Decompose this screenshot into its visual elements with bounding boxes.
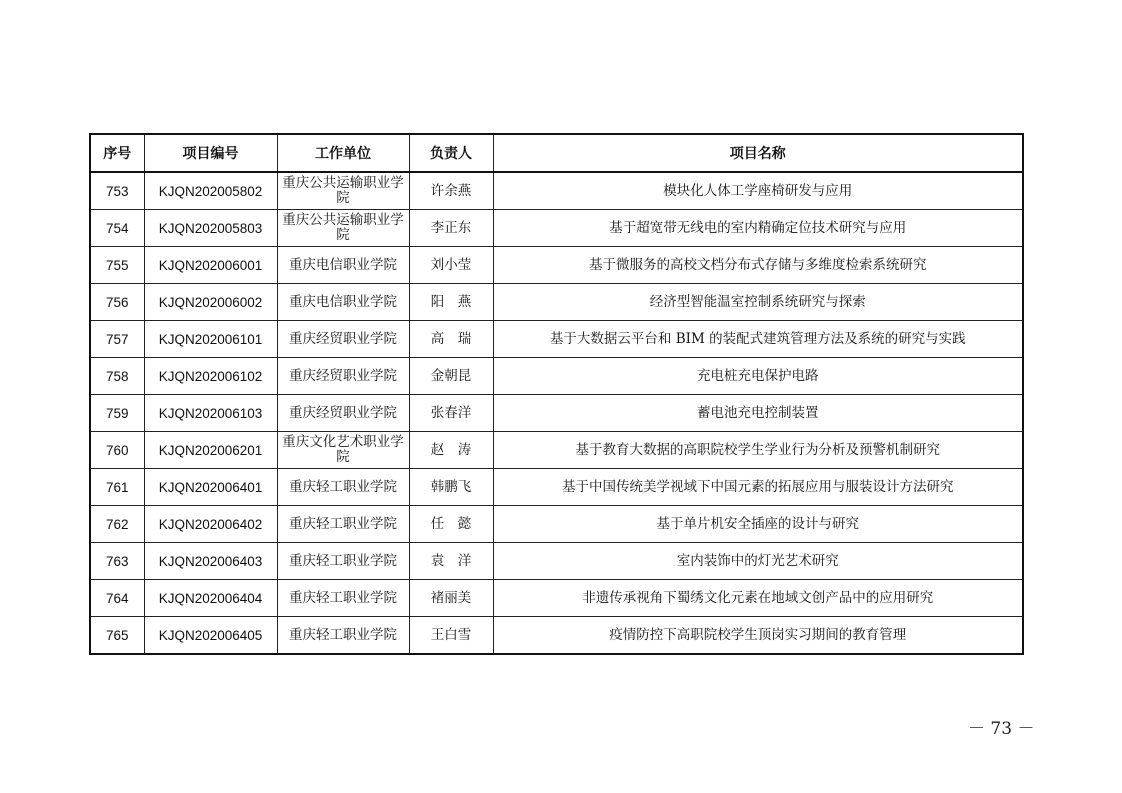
table-row bbox=[90, 617, 1023, 655]
row-serial: 759 bbox=[90, 395, 144, 432]
header-project-name: 项目名称 bbox=[493, 134, 1023, 172]
row-serial: 765 bbox=[90, 617, 144, 655]
row-person: 张春洋 bbox=[409, 395, 493, 432]
row-work-unit: 重庆经贸职业学院 bbox=[277, 358, 409, 395]
row-person: 金朝昆 bbox=[409, 358, 493, 395]
row-project-name: 基于微服务的高校文档分布式存储与多维度检索系统研究 bbox=[493, 247, 1023, 284]
row-project-name: 基于大数据云平台和 BIM 的装配式建筑管理方法及系统的研究与实践 bbox=[493, 321, 1023, 358]
row-serial: 761 bbox=[90, 469, 144, 506]
row-project-name: 基于中国传统美学视域下中国元素的拓展应用与服装设计方法研究 bbox=[493, 469, 1023, 506]
row-person: 李正东 bbox=[409, 210, 493, 247]
row-work-unit: 重庆经贸职业学院 bbox=[277, 395, 409, 432]
row-project-code: KJQN202006401 bbox=[144, 469, 277, 506]
table-row bbox=[90, 247, 1023, 284]
row-project-code: KJQN202006405 bbox=[144, 617, 277, 655]
row-work-unit: 重庆轻工职业学院 bbox=[277, 617, 409, 655]
row-project-name: 室内装饰中的灯光艺术研究 bbox=[493, 543, 1023, 580]
table-row bbox=[90, 321, 1023, 358]
row-project-code: KJQN202006201 bbox=[144, 432, 277, 469]
row-serial: 756 bbox=[90, 284, 144, 321]
row-serial: 762 bbox=[90, 506, 144, 543]
row-person: 许余燕 bbox=[409, 172, 493, 210]
row-person: 王白雪 bbox=[409, 617, 493, 655]
table-row bbox=[90, 210, 1023, 247]
row-person: 褚丽美 bbox=[409, 580, 493, 617]
row-project-name: 蓄电池充电控制装置 bbox=[493, 395, 1023, 432]
row-serial: 758 bbox=[90, 358, 144, 395]
row-serial: 754 bbox=[90, 210, 144, 247]
header-project-code: 项目编号 bbox=[144, 134, 277, 172]
table-row bbox=[90, 172, 1023, 210]
row-person: 阳 燕 bbox=[409, 284, 493, 321]
row-serial: 757 bbox=[90, 321, 144, 358]
header-serial: 序号 bbox=[90, 134, 144, 172]
row-work-unit: 重庆轻工职业学院 bbox=[277, 543, 409, 580]
row-project-name: 基于教育大数据的高职院校学生学业行为分析及预警机制研究 bbox=[493, 432, 1023, 469]
table-row bbox=[90, 395, 1023, 432]
row-work-unit: 重庆轻工职业学院 bbox=[277, 580, 409, 617]
row-project-name: 基于单片机安全插座的设计与研究 bbox=[493, 506, 1023, 543]
row-work-unit: 重庆公共运输职业学院 bbox=[277, 210, 409, 247]
header-work-unit: 工作单位 bbox=[277, 134, 409, 172]
row-project-name: 经济型智能温室控制系统研究与探索 bbox=[493, 284, 1023, 321]
row-serial: 755 bbox=[90, 247, 144, 284]
table-row bbox=[90, 432, 1023, 469]
row-project-code: KJQN202006403 bbox=[144, 543, 277, 580]
row-person: 任 懿 bbox=[409, 506, 493, 543]
header-row bbox=[90, 134, 1023, 172]
row-work-unit: 重庆经贸职业学院 bbox=[277, 321, 409, 358]
row-project-code: KJQN202006404 bbox=[144, 580, 277, 617]
table-row bbox=[90, 358, 1023, 395]
row-serial: 760 bbox=[90, 432, 144, 469]
table-row bbox=[90, 580, 1023, 617]
table-row bbox=[90, 469, 1023, 506]
row-project-name: 非遗传承视角下蜀绣文化元素在地域文创产品中的应用研究 bbox=[493, 580, 1023, 617]
row-project-code: KJQN202006002 bbox=[144, 284, 277, 321]
row-person: 袁 洋 bbox=[409, 543, 493, 580]
row-project-code: KJQN202005803 bbox=[144, 210, 277, 247]
row-project-name: 模块化人体工学座椅研发与应用 bbox=[493, 172, 1023, 210]
row-person: 赵 涛 bbox=[409, 432, 493, 469]
row-project-code: KJQN202005802 bbox=[144, 172, 277, 210]
row-person: 韩鹏飞 bbox=[409, 469, 493, 506]
table-row bbox=[90, 543, 1023, 580]
row-serial: 753 bbox=[90, 172, 144, 210]
row-project-code: KJQN202006101 bbox=[144, 321, 277, 358]
row-serial: 763 bbox=[90, 543, 144, 580]
header-person-in-charge: 负责人 bbox=[409, 134, 493, 172]
row-project-code: KJQN202006102 bbox=[144, 358, 277, 395]
row-project-code: KJQN202006001 bbox=[144, 247, 277, 284]
row-person: 高 瑞 bbox=[409, 321, 493, 358]
row-work-unit: 重庆电信职业学院 bbox=[277, 247, 409, 284]
table-row bbox=[90, 506, 1023, 543]
row-work-unit: 重庆轻工职业学院 bbox=[277, 469, 409, 506]
row-work-unit: 重庆文化艺术职业学院 bbox=[277, 432, 409, 469]
project-table bbox=[89, 133, 1024, 655]
row-project-code: KJQN202006103 bbox=[144, 395, 277, 432]
row-person: 刘小莹 bbox=[409, 247, 493, 284]
row-serial: 764 bbox=[90, 580, 144, 617]
row-work-unit: 重庆电信职业学院 bbox=[277, 284, 409, 321]
table-row bbox=[90, 284, 1023, 321]
row-project-name: 充电桩充电保护电路 bbox=[493, 358, 1023, 395]
row-project-name: 基于超宽带无线电的室内精确定位技术研究与应用 bbox=[493, 210, 1023, 247]
row-work-unit: 重庆轻工职业学院 bbox=[277, 506, 409, 543]
row-work-unit: 重庆公共运输职业学院 bbox=[277, 172, 409, 210]
row-project-code: KJQN202006402 bbox=[144, 506, 277, 543]
row-project-name: 疫情防控下高职院校学生顶岗实习期间的教育管理 bbox=[493, 617, 1023, 655]
page-number: － 73 － bbox=[968, 719, 1035, 739]
